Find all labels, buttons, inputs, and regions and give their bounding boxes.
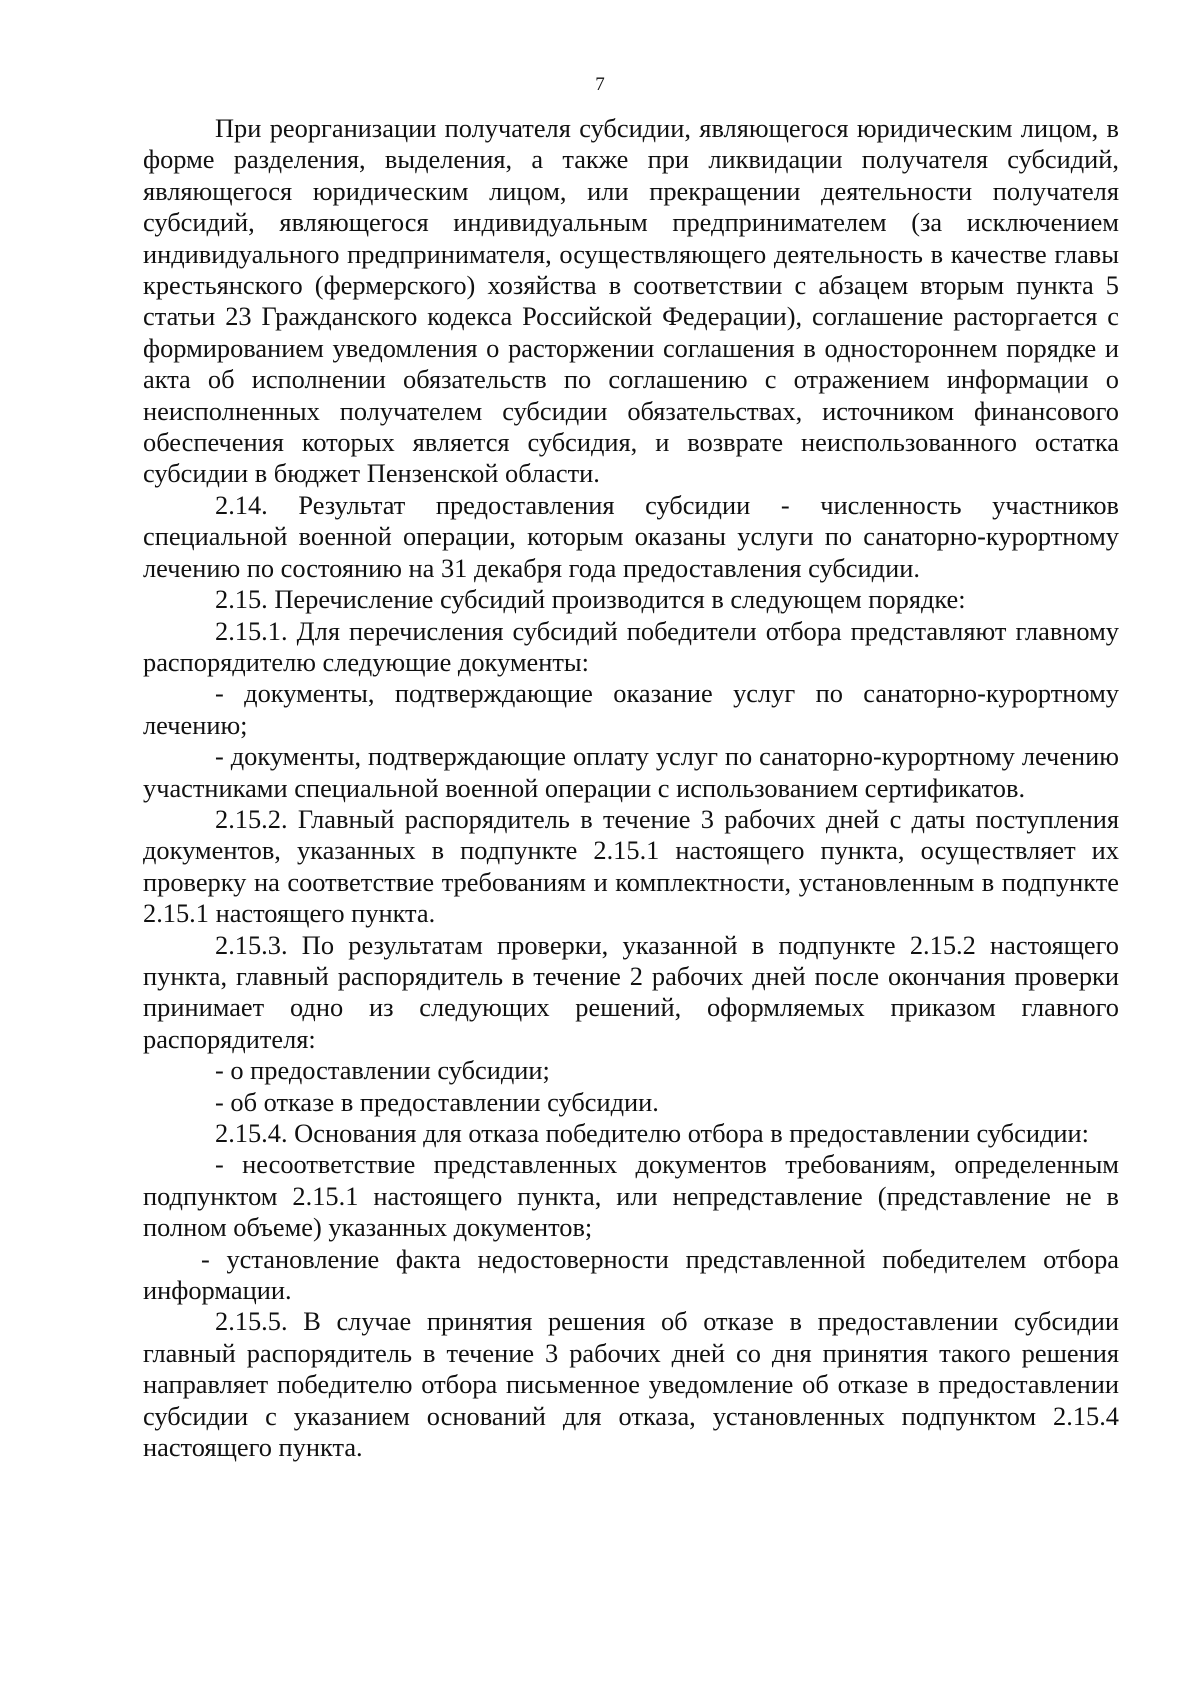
paragraph-2-14: 2.14. Результат предоставления субсидии - численность участников специальной военной операции, которым оказаны услуги по санаторно-курортному лечению по состоянию на 31 декабря года предоставления субсидии. <box>143 489 1119 583</box>
list-item-payment-docs: - документы, подтверждающие оплату услуг по санаторно-курортному лечению участниками специальной военной операции с использованием сертификатов. <box>143 741 1119 803</box>
paragraph-2-15: 2.15. Перечисление субсидий производится в следующем порядке: <box>215 584 966 615</box>
page-number: 7 <box>595 74 605 95</box>
document-body <box>143 113 1119 1463</box>
list-item-noncompliance: - несоответствие представленных документов требованиям, определенным подпунктом 2.15.1 настоящего пункта, или непредставление (представление не в полном объеме) указанных документов; <box>143 1149 1119 1243</box>
list-item-services-docs: - документы, подтверждающие оказание услуг по санаторно-курортному лечению; <box>143 678 1119 740</box>
list-item-false-information: - установление факта недостоверности представленной победителем отбора информации. <box>143 1243 1119 1306</box>
paragraph-2-15-1: 2.15.1. Для перечисления субсидий победители отбора представляют главному распорядителю следующие документы: <box>143 615 1119 677</box>
paragraph-2-15-3: 2.15.3. По результатам проверки, указанной в подпункте 2.15.2 настоящего пункта, главный распорядитель в течение 2 рабочих дней после окончания проверки принимает одно из следующих решений, оформляемых приказом главного распорядителя: <box>143 929 1119 1054</box>
paragraph-2-15-4: 2.15.4. Основания для отказа победителю отбора в предоставлении субсидии: <box>215 1118 1089 1148</box>
list-item-grant-decision: - о предоставлении субсидии; <box>215 1055 550 1086</box>
paragraph-2-15-5: 2.15.5. В случае принятия решения об отказе в предоставлении субсидии главный распорядитель в течение 3 рабочих дней со дня принятия такого решения направляет победителю отбора письменное уведомление об отказе в предоставлении субсидии с указанием оснований для отказа, установленных подпунктом 2.15.4 настоящего пункта. <box>143 1306 1119 1463</box>
paragraph-2-15-2: 2.15.2. Главный распорядитель в течение 3 рабочих дней с даты поступления документов, указанных в подпункте 2.15.1 настоящего пункта, осуществляет их проверку на соответствие требованиям и комплектности, установленным в подпункте 2.15.1 настоящего пункта. <box>143 803 1119 929</box>
list-item-refusal-decision: - об отказе в предоставлении субсидии. <box>215 1086 659 1117</box>
paragraph-reorganization: При реорганизации получателя субсидии, являющегося юридическим лицом, в форме разделения, выделения, а также при ликвидации получателя субсидий, являющегося юридическим лицом, или прекращении деятельности получателя субсидий, являющегося индивидуальным предпринимателем (за исключением индивидуального предпринимателя, осуществляющего деятельность в качестве главы крестьянского (фермерского) хозяйства в соответствии с абзацем вторым пункта 5 статьи 23 Гражданского кодекса Российской Федерации), соглашение расторгается с формированием уведомления о расторжении соглашения в одностороннем порядке и акта об исполнении обязательств по соглашению с отражением информации о неисполненных получателем субсидии обязательствах, источником финансового обеспечения которых является субсидия, и возврате неиспользованного остатка субсидии в бюджет Пензенской области. <box>143 113 1119 489</box>
